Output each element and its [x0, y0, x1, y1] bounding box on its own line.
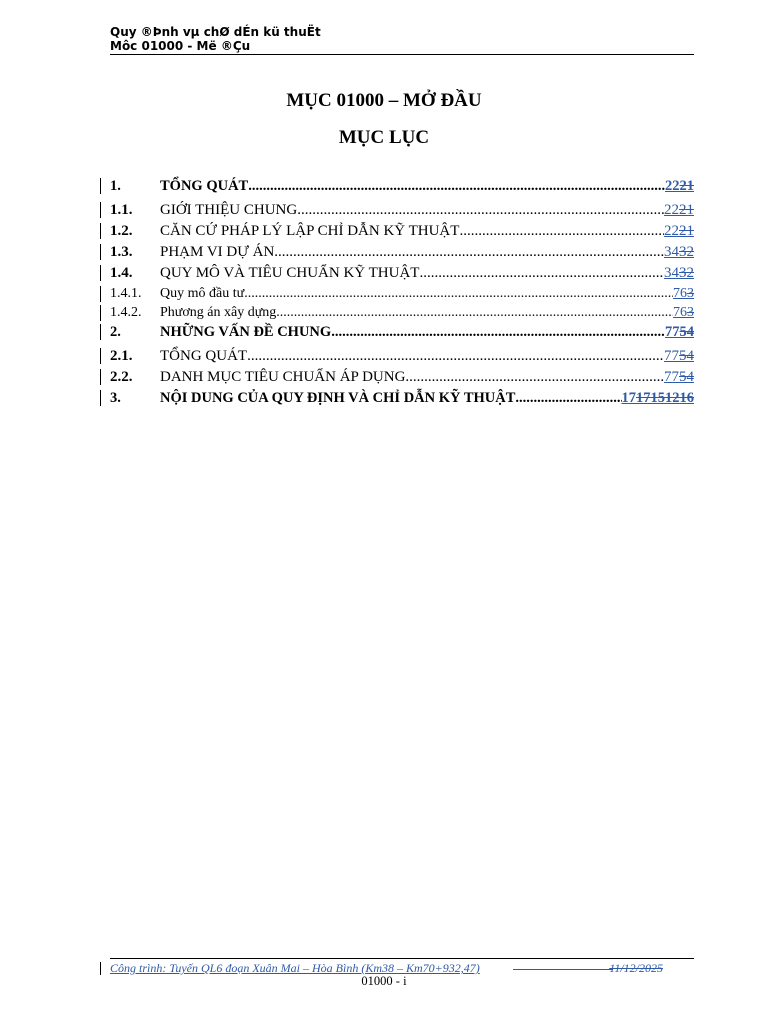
toc-number: 2.	[110, 324, 121, 340]
header-line-1: Quy ®Þnh vµ chØ dÉn kü thuËt	[110, 25, 321, 39]
toc-title: TỔNG QUÁT	[160, 348, 248, 364]
change-bar	[100, 324, 101, 340]
toc-title: CĂN CỨ PHÁP LÝ LẬP CHỈ DẪN KỸ THUẬT	[160, 223, 460, 239]
toc-page-link[interactable]: 3432	[664, 265, 694, 281]
toc-number: 2.1.	[110, 348, 133, 364]
toc-page-link[interactable]: 763	[673, 286, 694, 301]
dot-leader	[459, 221, 664, 242]
dot-leader	[405, 367, 664, 388]
toc-entry[interactable]	[110, 200, 694, 221]
change-bar	[100, 265, 101, 281]
dot-leader	[276, 303, 673, 322]
toc-title: TỔNG QUÁT	[160, 178, 249, 194]
header-line-2: Môc 01000 - Më ®Çu	[110, 39, 251, 53]
toc-entry[interactable]	[110, 322, 694, 346]
footer-date: 11/12/2025	[609, 961, 663, 975]
toc-title: Phương án xây dựng	[160, 305, 277, 320]
change-bar	[100, 178, 101, 194]
toc-page-link[interactable]: 7754	[664, 369, 694, 385]
toc-page-link[interactable]: 7754	[665, 324, 694, 340]
toc-title: GIỚI THIỆU CHUNG	[160, 202, 298, 218]
toc-title: DANH MỤC TIÊU CHUẨN ÁP DỤNG	[160, 369, 406, 385]
page-number: 01000 - i	[361, 974, 407, 988]
dot-leader	[274, 242, 664, 263]
toc-entry[interactable]	[110, 388, 694, 412]
change-bar	[100, 286, 101, 302]
dot-leader	[515, 388, 621, 408]
toc-number: 1.3.	[110, 244, 133, 260]
change-bar	[100, 244, 101, 260]
toc-number: 1.1.	[110, 202, 133, 218]
dot-leader	[331, 322, 665, 342]
toc-title: PHẠM VI DỰ ÁN	[160, 244, 275, 260]
document-title: MỤC 01000 – MỞ ĐẦU	[286, 90, 482, 111]
toc-title: NỘI DUNG CỦA QUY ĐỊNH VÀ CHỈ DẪN KỸ THUẬT	[160, 390, 516, 406]
toc-entry[interactable]	[110, 303, 694, 322]
toc-title: NHỮNG VẤN ĐỀ CHUNG	[160, 324, 332, 340]
toc-entry[interactable]	[110, 221, 694, 242]
toc-heading: MỤC LỤC	[338, 127, 430, 148]
change-bar	[100, 390, 101, 406]
toc-page-link[interactable]: 2221	[665, 178, 694, 194]
toc-page-link[interactable]: 763	[673, 305, 694, 320]
toc-entry[interactable]	[110, 346, 694, 367]
dot-leader	[419, 263, 664, 284]
dot-leader	[247, 346, 664, 367]
toc-entry[interactable]	[110, 242, 694, 263]
toc-entry[interactable]	[110, 367, 694, 388]
toc-number: 1.	[110, 178, 121, 194]
change-bar	[100, 202, 101, 218]
change-bar	[100, 223, 101, 239]
toc-entry[interactable]	[110, 263, 694, 284]
change-bar	[100, 369, 101, 385]
toc-number: 1.4.1.	[110, 286, 142, 301]
table-of-contents	[110, 176, 694, 412]
change-bar	[100, 305, 101, 321]
toc-page-link[interactable]: 7754	[664, 348, 694, 364]
toc-title: Quy mô đầu tư	[160, 286, 245, 301]
dot-leader	[297, 200, 664, 221]
toc-number: 1.2.	[110, 223, 133, 239]
change-bar	[100, 348, 101, 364]
toc-page-link[interactable]: 1717151216	[621, 390, 694, 406]
dot-leader	[248, 176, 665, 196]
toc-number: 3.	[110, 390, 121, 406]
page-header	[110, 25, 694, 55]
toc-entry[interactable]	[110, 284, 694, 303]
toc-page-link[interactable]: 3432	[664, 244, 694, 260]
toc-number: 1.4.	[110, 265, 133, 281]
toc-number: 2.2.	[110, 369, 133, 385]
toc-page-link[interactable]: 2221	[664, 223, 694, 239]
toc-number: 1.4.2.	[110, 305, 142, 320]
dot-leader	[244, 284, 673, 303]
toc-entry[interactable]	[110, 176, 694, 200]
toc-title: QUY MÔ VÀ TIÊU CHUẨN KỸ THUẬT	[160, 265, 420, 281]
project-name: Công trình: Tuyến QL6 đoạn Xuân Mai – Hòa Bình (Km38 – Km70+932,47)	[110, 961, 480, 975]
toc-page-link[interactable]: 2221	[664, 202, 694, 218]
